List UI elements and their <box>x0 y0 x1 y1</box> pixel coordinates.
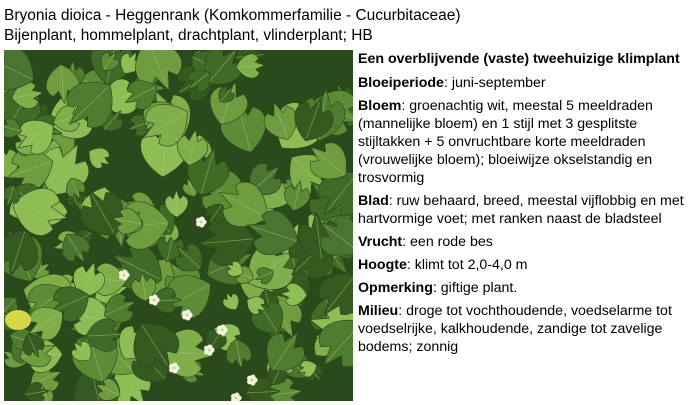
flower-center <box>123 274 126 277</box>
subtitle-line: Bijenplant, hommelplant, drachtplant, vlinderplant; HB <box>4 27 373 44</box>
field-label: Opmerking <box>358 280 433 296</box>
flower-center <box>153 299 156 302</box>
plant-photo <box>4 50 353 401</box>
plant-description: Een overblijvende (vaste) tweehuizige klimplant <box>358 51 680 67</box>
flower-center <box>208 349 211 352</box>
field-value: : ruw behaard, breed, meestal vijflobbig en met hartvormige voet; met ranken naast de bladsteel <box>358 193 684 227</box>
flower-petal <box>220 325 225 330</box>
field-value: : groenachtig wit, meestal 5 meeldraden (mannelijke bloem) en 1 stijl met 3 gesplitste stijltakken + 5 onvruchtbare korte meeldraden (vrouwelijke bloem); bloeiwijze okselstandig en trosvormig <box>358 98 653 186</box>
plant-photo-illustration <box>4 50 353 401</box>
field-hoogte <box>358 256 698 274</box>
title-line: Bryonia dioica - Heggenrank (Komkommerfamilie - Cucurbitaceae) <box>4 7 461 24</box>
field-label: Bloem <box>358 98 402 114</box>
field-value: : klimt tot 2,0-4,0 m <box>406 257 528 273</box>
field-value: : droge tot vochthoudende, voedselarme tot voedselrijke, kalkhoudende, zandige tot zavelige bodems; zonnig <box>358 303 672 355</box>
yellow-leaf <box>5 310 31 330</box>
flower-petal <box>172 363 177 368</box>
flower-center <box>186 314 189 317</box>
field-vrucht <box>358 233 698 251</box>
flower-petal <box>234 393 239 398</box>
field-milieu <box>358 302 698 356</box>
flower-center <box>173 367 176 370</box>
flower-petal <box>250 375 255 380</box>
species-info <box>358 50 698 361</box>
field-value: : een rode bes <box>402 234 493 250</box>
flower-center <box>251 379 254 382</box>
flower-petal <box>122 270 127 275</box>
field-label: Hoogte <box>358 257 407 273</box>
field-blad <box>358 192 698 228</box>
flower-center <box>221 329 224 332</box>
field-label: Vrucht <box>358 234 403 250</box>
flower-center <box>235 397 238 400</box>
flower-petal <box>185 310 190 315</box>
field-value: : giftige plant. <box>432 280 518 296</box>
flower-petal <box>199 217 204 222</box>
flower-center <box>200 221 203 224</box>
field-label: Blad <box>358 193 389 209</box>
field-bloem <box>358 97 698 187</box>
field-opmerking <box>358 279 698 297</box>
field-value: : juni-september <box>443 75 546 91</box>
field-label: Bloeiperiode <box>358 75 444 91</box>
flower-petal <box>152 295 157 300</box>
flower-petal <box>207 345 212 350</box>
page-header <box>4 6 694 46</box>
field-label: Milieu <box>358 303 399 319</box>
field-bloeiperiode <box>358 74 698 92</box>
